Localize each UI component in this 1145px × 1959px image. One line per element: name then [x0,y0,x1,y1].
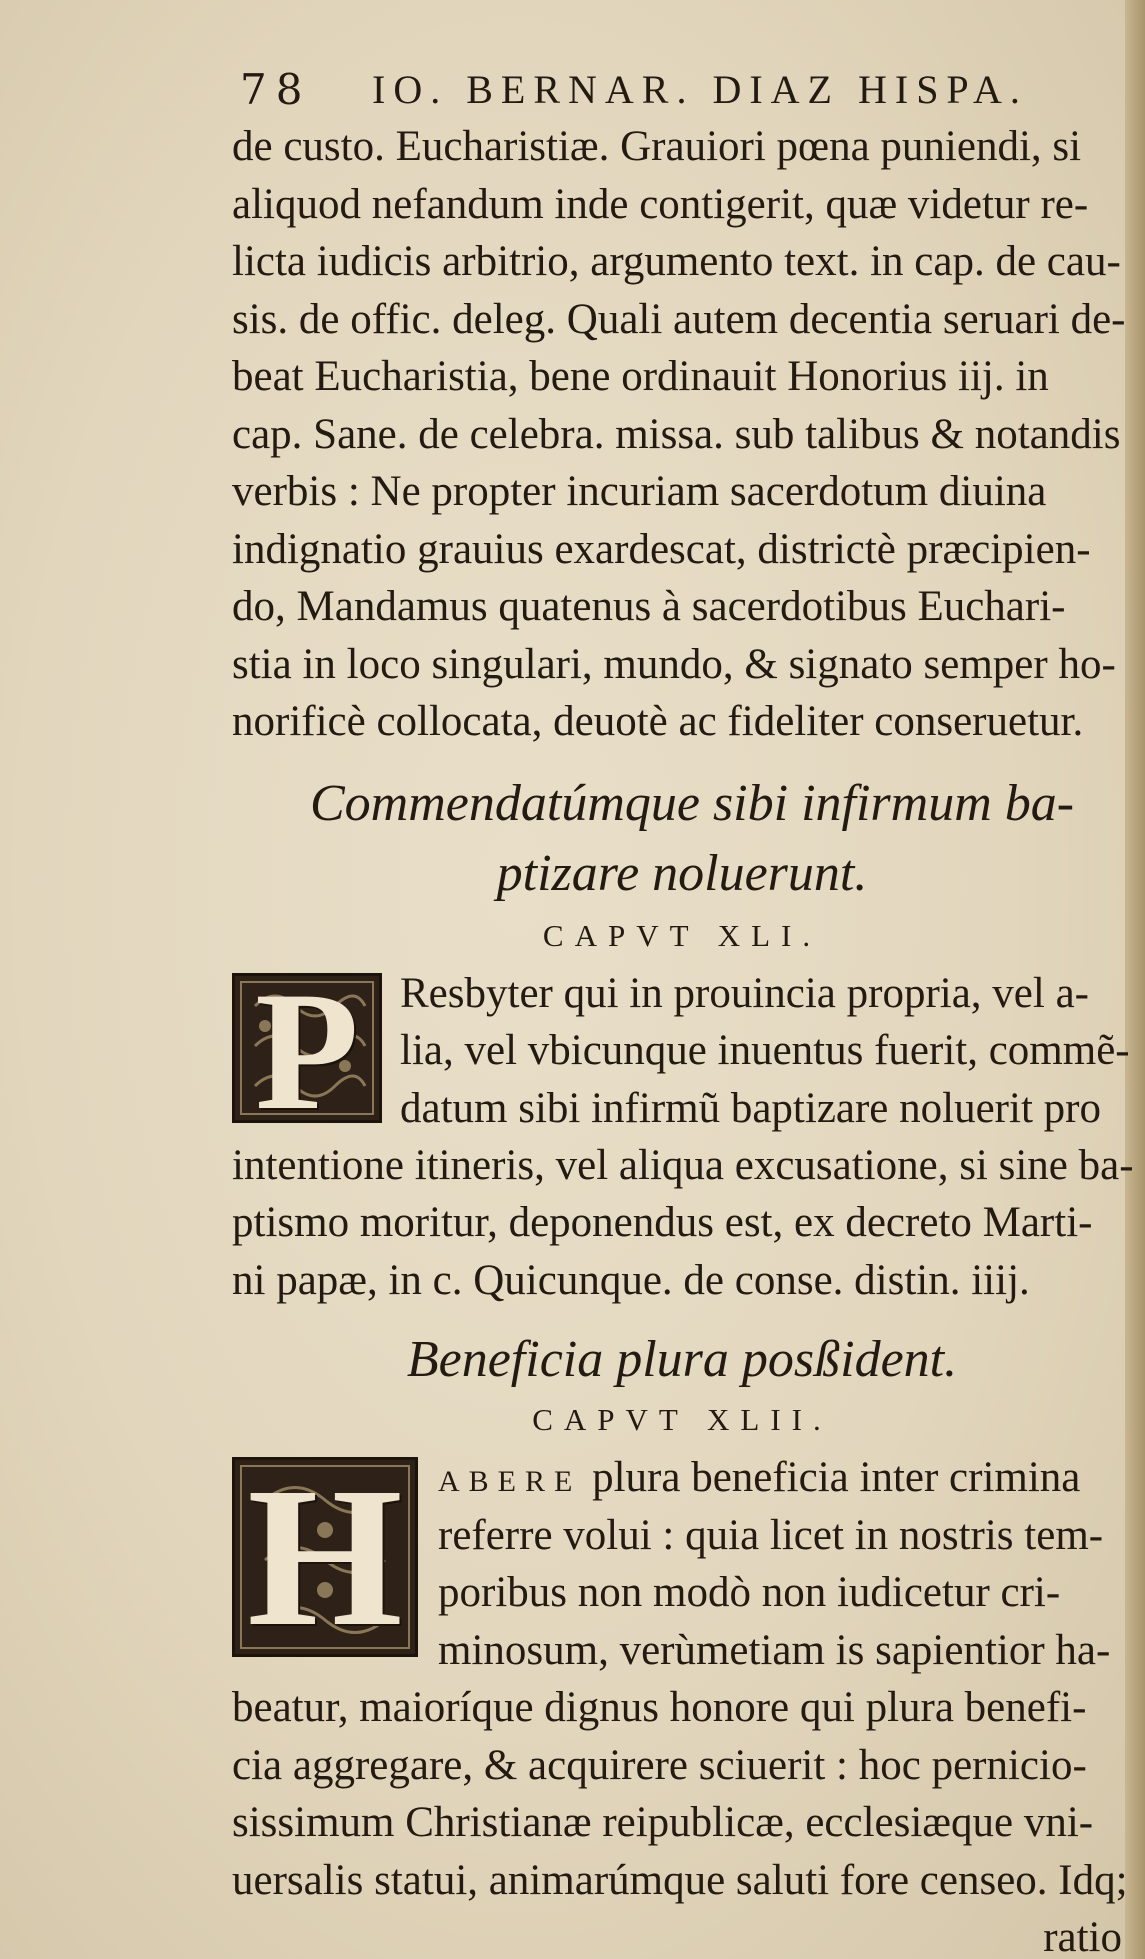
text-line: sis. de offic. deleg. Quali autem decentia seruari de- [232,295,1126,343]
paragraph [232,1137,1132,1310]
initial-letter: P [255,956,359,1145]
text-line: aliquod nefandum inde contigerit, quæ videtur re- [232,180,1089,228]
opening-paragraph [232,118,1132,751]
text-line: beatur, maioríque dignus honore qui plura benefi- [232,1684,1087,1731]
initial-lines [438,1449,1110,1679]
initial-first-word: ABERE [438,1465,582,1498]
text-line: stia in loco singulari, mundo, & signato semper ho- [232,640,1116,688]
text-line: cap. Sane. de celebra. missa. sub talibus & notandis [232,410,1121,458]
text-line: beat Eucharistia, bene ordinauit Honorius iij. in [232,353,1049,400]
text-block [232,62,1132,1959]
text-line: minosum, verùmetiam is sapientior ha- [438,1626,1111,1674]
text-line: uersalis statui, animarúmque saluti fore censeo. Idq; [232,1856,1128,1904]
text-line: verbis : Ne propter incuriam sacerdotum diuina [232,468,1047,515]
text-line: cia aggregare, & acquirere sciuerit : hoc pernicio- [232,1741,1087,1789]
section-heading: Commendatúmque sibi infirmum ba- [310,774,1075,832]
chapter-number: CAPVT XLI. [542,917,822,953]
text-line: Resbyter qui in prouincia propria, vel a- [400,969,1089,1017]
text-line: poribus non modò non iudicetur cri- [438,1569,1061,1616]
initial-paragraph [232,956,1132,1145]
chapter-number: CAPVT XLII. [532,1402,832,1437]
section-caput-41 [232,769,1132,1310]
text-line: licta iudicis arbitrio, argumento text. in cap. de cau- [232,238,1121,285]
section-heading: Beneficia plura posßident. [406,1331,958,1388]
running-head [232,62,1132,118]
text-line: referre volui : quia licet in nostris tem- [438,1511,1104,1559]
text-line: lia, vel vbicunque inuentus fuerit, commẽ- [400,1027,1130,1074]
catchword: ratio [1043,1914,1122,1959]
page-number: 78 [240,65,312,114]
text-line: intentione itineris, vel aliqua excusatione, si sine ba- [232,1141,1134,1189]
decorated-initial [232,956,382,1145]
initial-paragraph [232,1449,1132,1679]
initial-lines [400,965,1130,1138]
text-line: do, Mandamus quatenus à sacerdotibus Euchari- [232,583,1066,630]
text-line: norificè collocata, deuotè ac fideliter conseruetur. [232,698,1084,745]
initial-first-rest: plura beneficia inter crimina [581,1454,1081,1501]
text-line: ni papæ, in c. Quicunque. de conse. distin. iiij. [232,1256,1030,1304]
text-line: indignatio grauius exardescat, districtè præcipien- [232,525,1091,573]
initial-letter: H [247,1447,403,1668]
text-line: de custo. Eucharistiæ. Grauiori pœna puniendi, si [232,123,1082,170]
running-title: IO. BERNAR. DIAZ HISPA. [372,67,1028,112]
text-line: datum sibi infirmũ baptizare noluerit pro [400,1084,1101,1132]
section-caput-42 [232,1325,1132,1959]
text-line: sissimum Christianæ reipublicæ, ecclesiæque vni- [232,1799,1094,1846]
section-heading: ptizare noluerunt. [496,844,868,902]
text-line [438,1449,1110,1507]
paragraph [232,1679,1132,1909]
text-line: ptismo moritur, deponendus est, ex decreto Marti- [232,1199,1093,1246]
decorated-initial [232,1447,418,1668]
